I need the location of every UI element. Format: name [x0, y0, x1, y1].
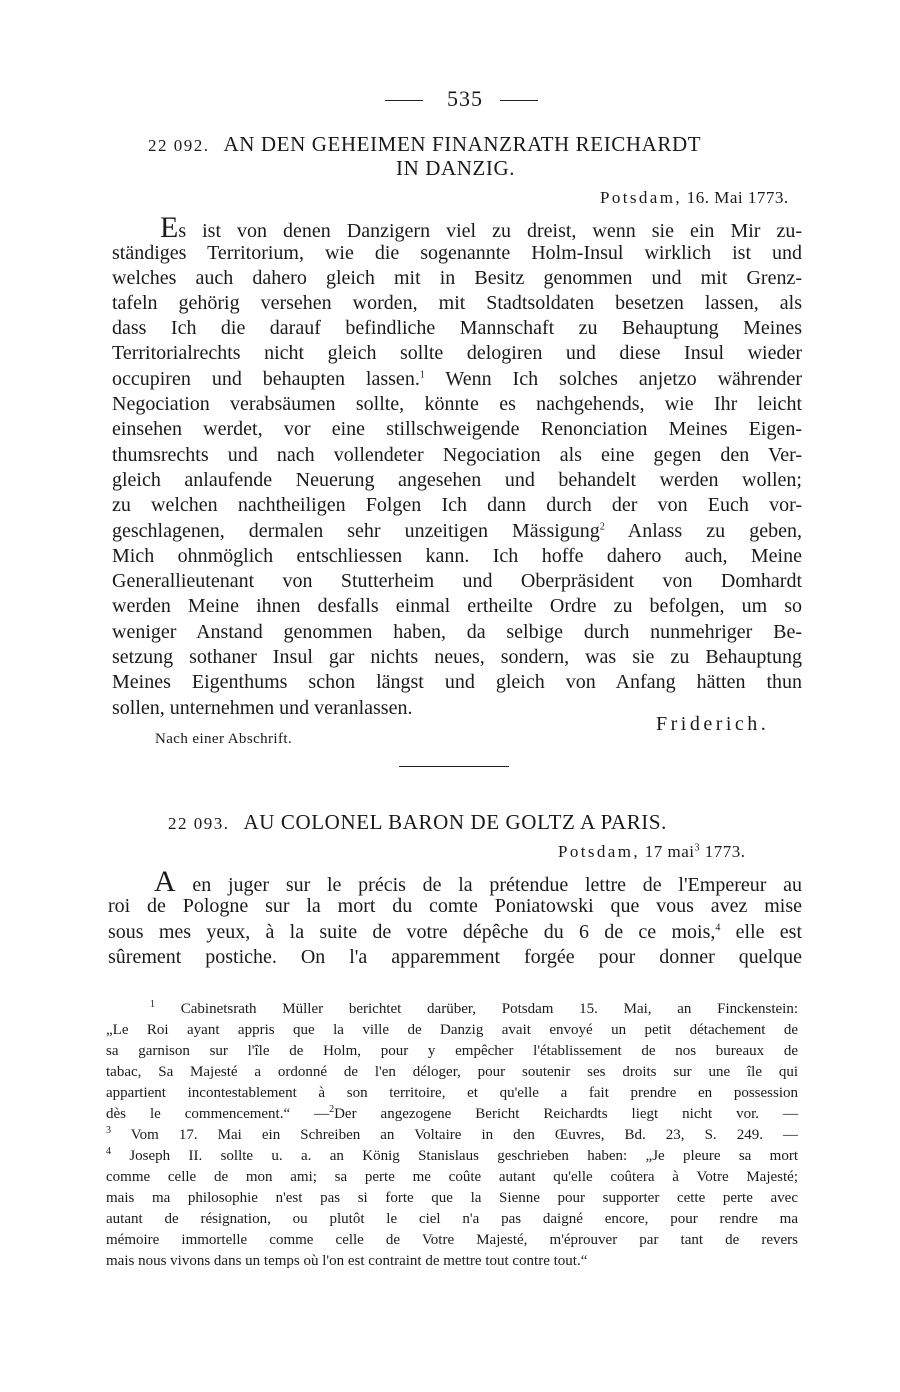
source-note: Nach einer Abschrift. — [155, 731, 293, 747]
body-line: zu welchen nachtheiligen Folgen Ich dann durch der von Euch vor- — [112, 494, 802, 516]
dateline — [558, 842, 746, 862]
body-line: Generallieutenant von Stutterheim und Oberpräsident von Domhardt — [112, 570, 802, 592]
footnote-marker: 4 — [106, 1146, 111, 1157]
letter-heading — [168, 809, 848, 837]
dateline-place: Potsdam, — [600, 188, 683, 207]
body-line: Es ist von denen Danzigern viel zu dreist, wenn sie ein Mir zu- — [160, 211, 802, 244]
body-line: Negociation verabsäumen sollte, könnte es nachgehends, wie Ihr leicht — [112, 393, 802, 415]
drop-cap: A — [154, 865, 176, 898]
body-line: gleich anlaufende Neuerung angesehen und behandelt werden wollen; — [112, 469, 802, 491]
body-line: ständiges Territorium, wie die sogenannte Holm-Insul wirklich ist und — [112, 242, 802, 264]
footnote-line: „Le Roi ayant appris que la ville de Danzig avait envoyé un petit détachement de — [106, 1022, 798, 1038]
page-number: 535 — [447, 86, 483, 111]
body-line: occupiren und behaupten lassen.$^1$ Wenn Ich solches anjetzo währender — [112, 368, 802, 390]
dateline-date: 16. Mai 1773. — [686, 188, 789, 207]
body-line: welches auch dahero gleich mit in Besitz genommen und mit Grenz- — [112, 267, 802, 289]
header-dash-left — [385, 100, 423, 101]
letter-title-continued: IN DANZIG. — [396, 156, 516, 180]
footnote-line: $^4$ Joseph II. sollte u. a. an König Stanislaus geschrieben haben: „Je pleure sa mort — [106, 1146, 799, 1164]
body-line: roi de Pologne sur la mort du comte Poniatowski que vous avez mise — [108, 895, 802, 917]
letter-number: 22 092. — [148, 136, 210, 155]
footnote-reference: 2 — [599, 521, 605, 533]
footnote-line: $^3$ Vom 17. Mai ein Schreiben an Voltaire in den Œuvres, Bd. 23, S. 249. — — [106, 1125, 798, 1143]
footnote-reference: 1 — [419, 369, 425, 381]
body-line: tafeln gehörig versehen worden, mit Stadtsoldaten besetzen lassen, als — [112, 292, 802, 314]
letter-title: AU COLONEL BARON DE GOLTZ A PARIS. — [243, 810, 668, 834]
header-dash-right — [500, 100, 538, 101]
dateline — [600, 188, 789, 208]
footnote-marker: 1 — [150, 999, 155, 1010]
footnote-line: $^1$ Cabinetsrath Müller berichtet darüber, Potsdam 15. Mai, an Finckenstein: — [150, 999, 798, 1017]
footnote-line: comme celle de mon ami; sa perte me coûte autant qu'elle coûtera à Votre Majesté; — [106, 1169, 798, 1185]
footnote-reference: 4 — [715, 922, 721, 934]
signature: Friderich. — [656, 713, 770, 735]
dateline-year: 1773. — [704, 842, 746, 861]
footnote-line: sa garnison sur l'île de Holm, pour y empêcher l'établissement de nos bureaux de — [106, 1043, 798, 1059]
footnote-marker: 2 — [329, 1104, 335, 1115]
footnote-marker: 3 — [106, 1125, 111, 1136]
body-line: Mich ohnmöglich entschliessen kann. Ich hoffe dahero auch, Meine — [112, 545, 802, 567]
footnote-line: autant de résignation, ou plutôt le ciel n'a pas daigné encore, pour rendre ma — [106, 1211, 798, 1227]
letter-heading — [148, 131, 828, 159]
body-line: werden Meine ihnen desfalls einmal ertheilte Ordre zu befolgen, um so — [112, 595, 802, 617]
footnote-line: mais nous vivons dans un temps où l'on est contraint de mettre tout contre tout.“ — [106, 1253, 588, 1269]
separator-rule — [399, 766, 509, 767]
footnote-line: mémoire immortelle comme celle de Votre Majesté, m'éprouver par tant de revers — [106, 1232, 798, 1248]
footnote-line: tabac, Sa Majesté a ordonné de l'en déloger, pour soutenir ses droits sur une île qui — [106, 1064, 798, 1080]
footnote-line: mais ma philosophie n'est pas si forte que la Sienne pour supporter cette perte avec — [106, 1190, 798, 1206]
body-line: Meines Eigenthums schon längst und gleich von Anfang hätten thun — [112, 671, 802, 693]
body-line: weniger Anstand genommen haben, da selbige durch nunmehriger Be- — [112, 621, 802, 643]
body-line: thumsrechts und nach vollendeter Negociation als eine gegen den Ver- — [112, 444, 802, 466]
body-line: sollen, unternehmen und veranlassen. — [112, 697, 413, 719]
body-line: Territorialrechts nicht gleich sollte delogiren und diese Insul wieder — [112, 342, 802, 364]
letter-number: 22 093. — [168, 814, 230, 833]
body-line: sous mes yeux, à la suite de votre dépêche du 6 de ce mois,$^4$ elle est — [108, 921, 802, 943]
body-line: dass Ich die darauf befindliche Mannschaft zu Behauptung Meines — [112, 317, 802, 339]
body-line: einsehen werdet, vor eine stillschweigende Renonciation Meines Eigen- — [112, 418, 802, 440]
dateline-date: 17 mai — [644, 842, 695, 861]
body-line: sûrement postiche. On l'a apparemment forgée pour donner quelque — [108, 946, 802, 968]
body-line: geschlagenen, dermalen sehr unzeitigen Mässigung$^2$ Anlass zu geben, — [112, 520, 802, 542]
letter-title: AN DEN GEHEIMEN FINANZRATH REICHARDT — [223, 132, 702, 156]
body-line: setzung sothaner Insul gar nichts neues, sondern, was sie zu Behauptung — [112, 646, 802, 668]
footnote-line: dès le commencement.“ —$^2$Der angezogene Bericht Reichardts liegt nicht vor. — — [106, 1104, 799, 1122]
dateline-place: Potsdam, — [558, 842, 641, 861]
page-header — [0, 86, 900, 116]
footnote-reference: 3 — [694, 842, 701, 854]
body-line: A en juger sur le précis de la prétendue lettre de l'Empereur au — [154, 865, 802, 898]
footnote-line: appartient incontestablement à son territoire, et qu'elle a fait prendre en possession — [106, 1085, 798, 1101]
drop-cap: E — [160, 211, 179, 244]
